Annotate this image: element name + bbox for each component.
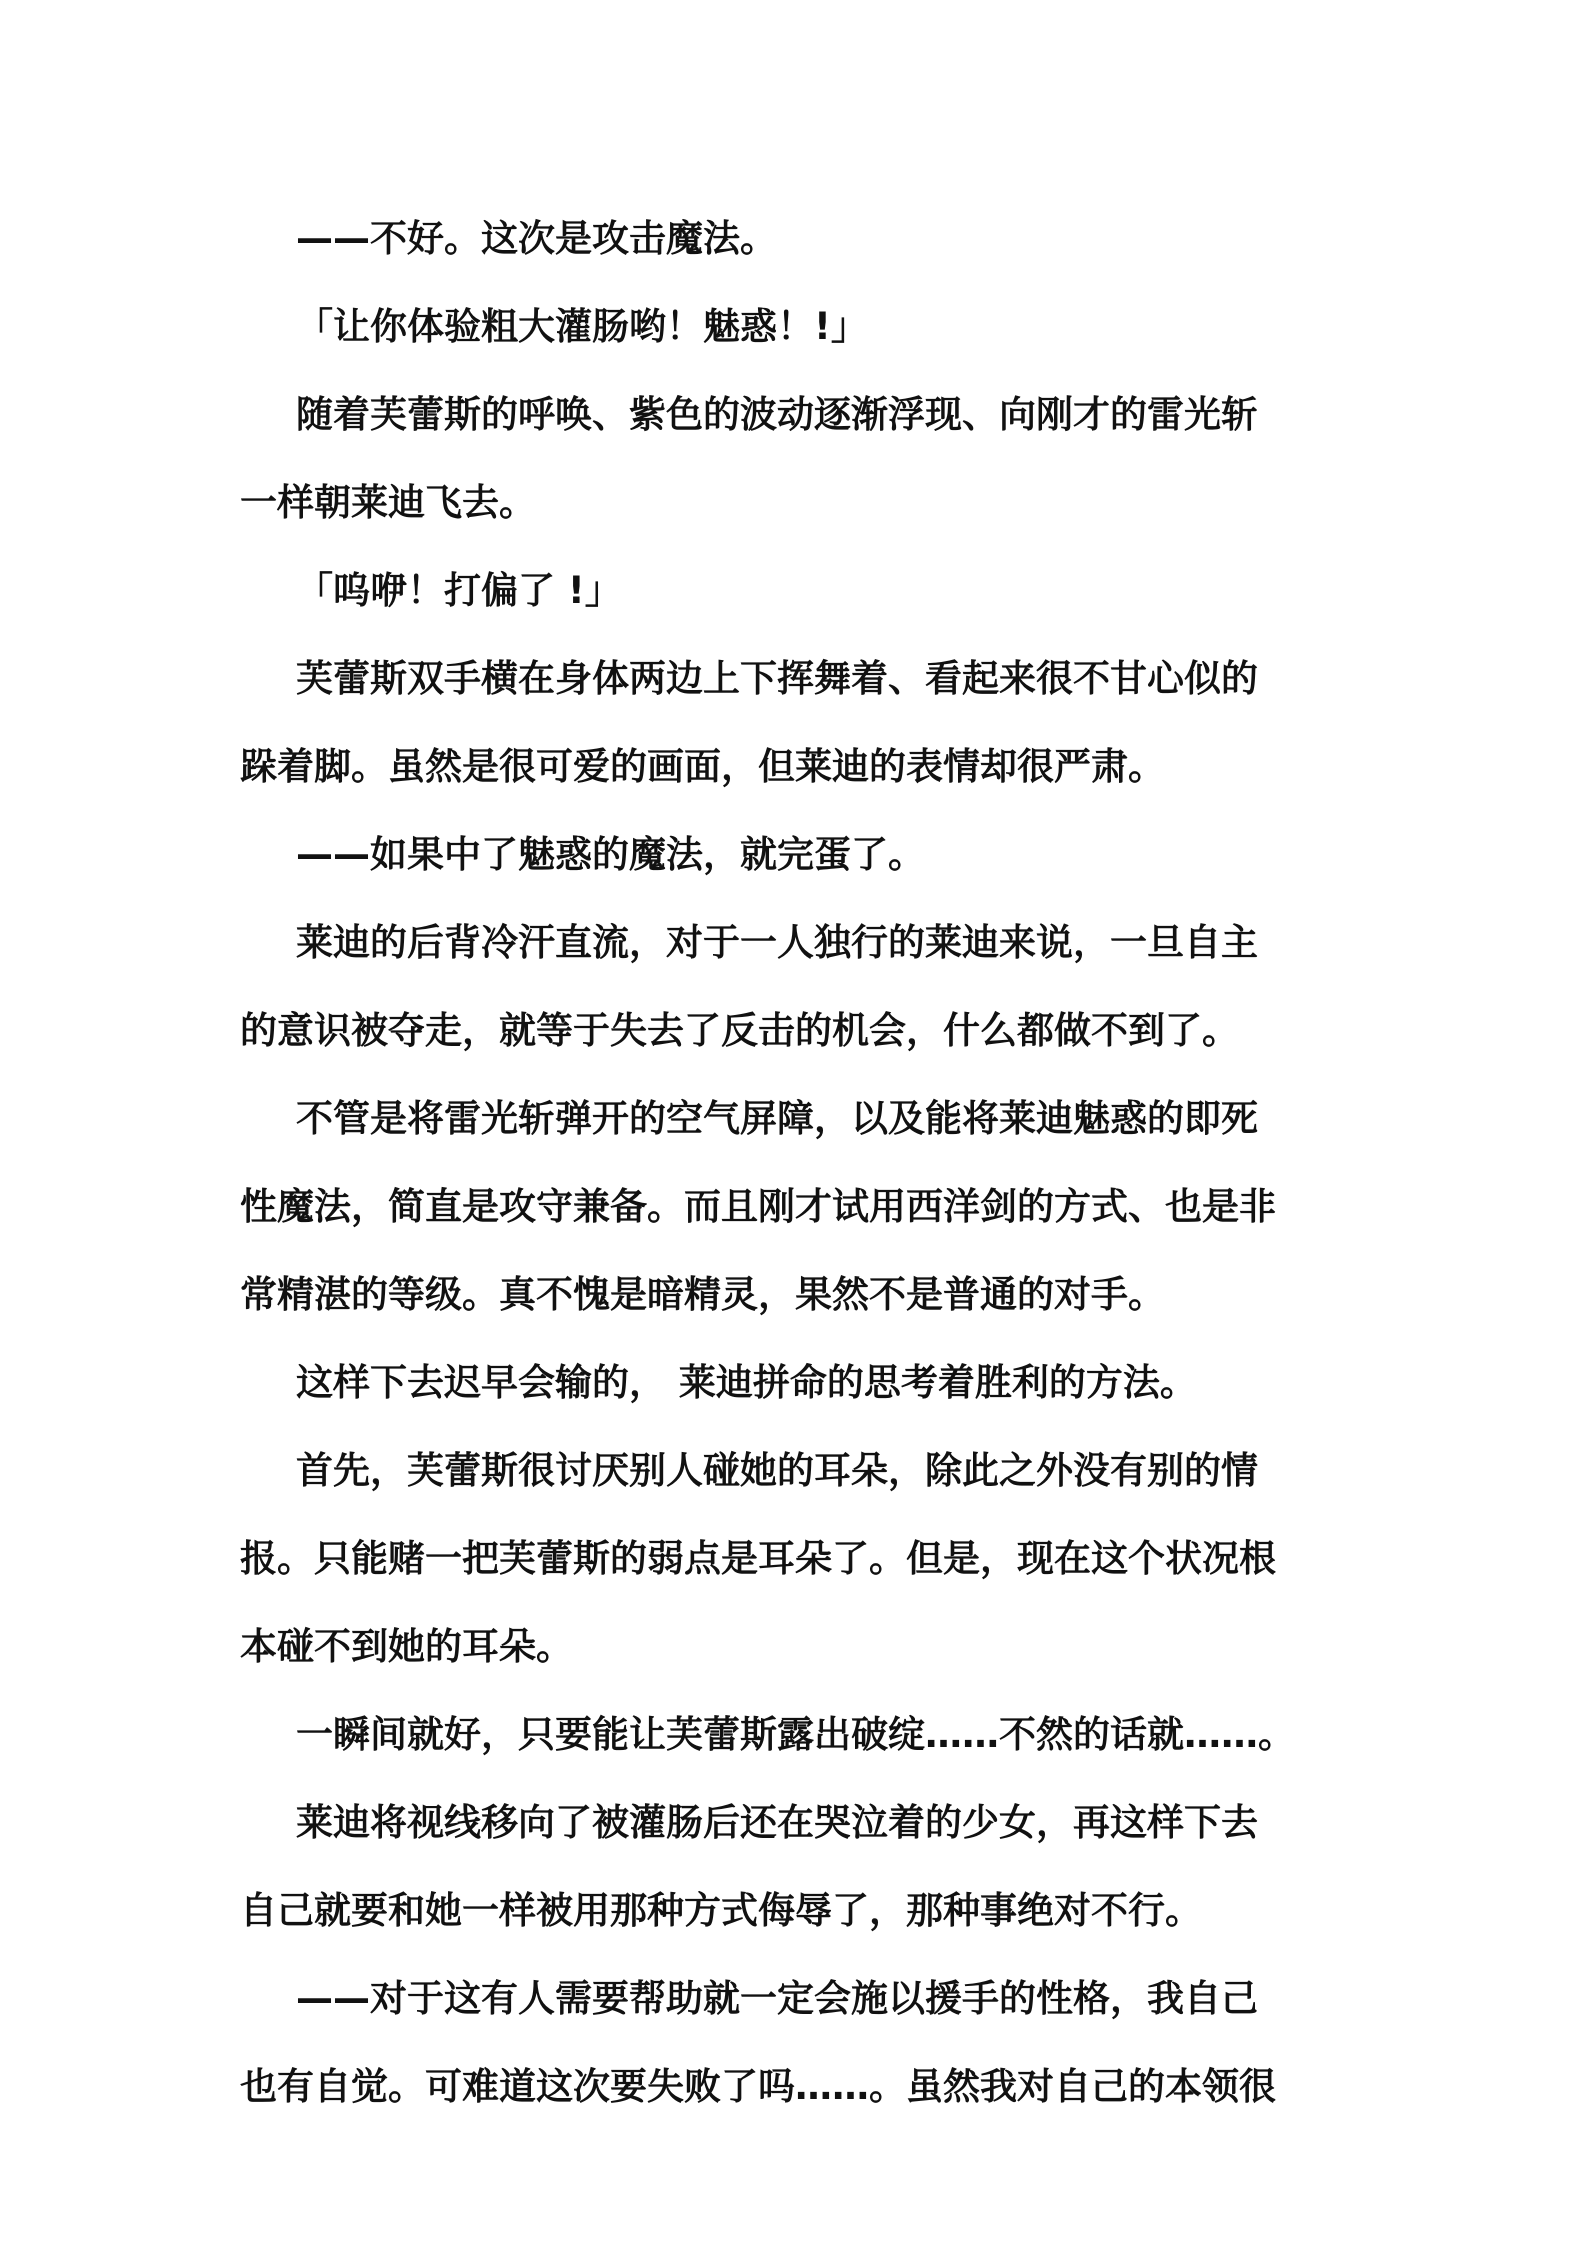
text-line: 一瞬间就好，只要能让芙蕾斯露出破绽……不然的话就……。	[296, 1713, 1295, 1756]
text-line: 自己就要和她一样被用那种方式侮辱了，那种事绝对不行。	[240, 1889, 1202, 1932]
text-line: 也有自觉。可难道这次要失败了吗……。虽然我对自己的本领很	[240, 2065, 1276, 2108]
text-line: 「呜咿！打偏了 !」	[296, 569, 622, 612]
text-line: 不管是将雷光斩弹开的空气屏障，以及能将莱迪魅惑的即死	[296, 1097, 1258, 1140]
text-line: 莱迪将视线移向了被灌肠后还在哭泣着的少女，再这样下去	[296, 1801, 1258, 1844]
text-line: 跺着脚。虽然是很可爱的画面，但莱迪的表情却很严肃。	[240, 745, 1165, 788]
text-line: 本碰不到她的耳朵。	[240, 1625, 573, 1668]
text-line: 芙蕾斯双手横在身体两边上下挥舞着、看起来很不甘心似的	[296, 657, 1258, 700]
text-line: 这样下去迟早会输的， 莱迪拼命的思考着胜利的方法。	[296, 1361, 1197, 1404]
body-text	[240, 195, 1360, 2131]
text-line: 一样朝莱迪飞去。	[240, 481, 536, 524]
text-line: ——对于这有人需要帮助就一定会施以援手的性格，我自己	[296, 1977, 1258, 2020]
text-line: 莱迪的后背冷汗直流，对于一人独行的莱迪来说，一旦自主	[296, 921, 1258, 964]
text-line: 报。只能赌一把芙蕾斯的弱点是耳朵了。但是，现在这个状况根	[240, 1537, 1276, 1580]
text-line: 常精湛的等级。真不愧是暗精灵，果然不是普通的对手。	[240, 1273, 1165, 1316]
text-line: 随着芙蕾斯的呼唤、紫色的波动逐渐浮现、向刚才的雷光斩	[296, 393, 1258, 436]
text-line: 性魔法，简直是攻守兼备。而且刚才试用西洋剑的方式、也是非	[240, 1185, 1276, 1228]
text-line: 「让你体验粗大灌肠哟！魅惑！!」	[296, 305, 868, 348]
text-line: 的意识被夺走，就等于失去了反击的机会，什么都做不到了。	[240, 1009, 1239, 1052]
text-line: ——如果中了魅惑的魔法，就完蛋了。	[296, 833, 925, 876]
text-line: ——不好。这次是攻击魔法。	[296, 217, 777, 260]
text-line: 首先，芙蕾斯很讨厌别人碰她的耳朵，除此之外没有别的情	[296, 1449, 1258, 1492]
